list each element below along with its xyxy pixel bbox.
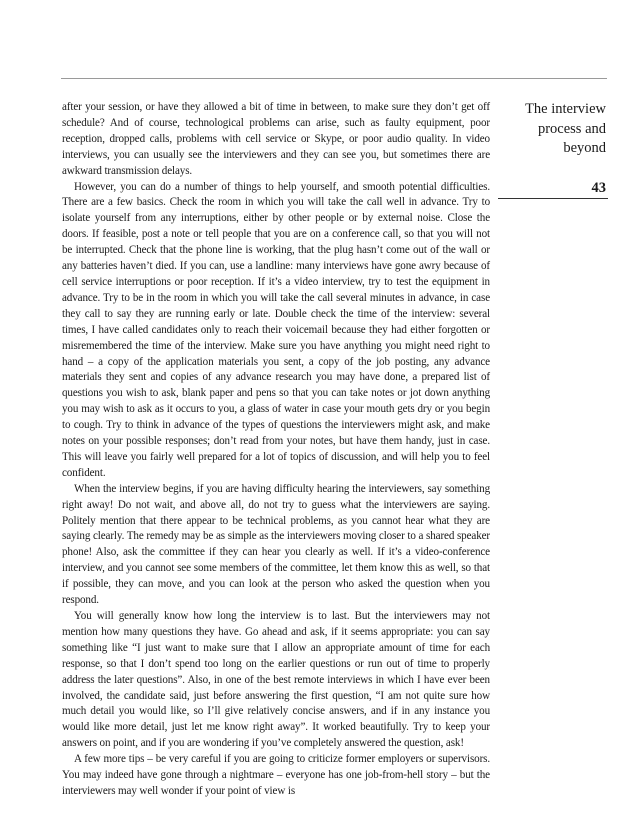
running-head-line: process and — [537, 120, 606, 137]
top-rule — [61, 78, 607, 79]
paragraph: after your session, or have they allowed a bit of time in between, to make sure they don’t get off schedule? And of course, technological problems can arise, such as faulty equipment, poor reception, dropped calls, problems with cell service or Skype, or poor audio quality. In video interviews, you can usually see the interviewers and they can see you, but sometimes there are awkward transmission delays. — [62, 101, 490, 177]
running-head-line: beyond — [563, 140, 606, 156]
paragraph: You will generally know how long the interview is to last. But the interviewers may not mention how many questions they have. Go ahead and ask, if it seems appropriate: you can say something like “I just want to make sure that I allow an appropriate amount of time for each response, so that I don’t spend too long on the earlier questions or run out of time to properly address the later questions”. Also, in one of the best remote interviews in which I have ever been involved, the candidate said, just before answering the first question, “I am not quite sure how much detail you would like, so I’ll give relatively concise answers, and if in any instance you would like more detail, just let me know right away”. It worked beautifully. Try to keep your answers on point, and if you are wondering if you’ve completely answered the question, ask! — [62, 610, 490, 750]
paragraph: However, you can do a number of things to help yourself, and smooth potential difficulties. There are a few basics. Check the room in which you will take the call well in advance. Try to isolate yourself from any interruptions, either by other people or by external noise. Close the doors. If feasible, post a note or tell people that you are on a conference call, so that you will not be interrupted. Check that the phone line is working, that the plug hasn’t come out of the wall or any batteries haven’t died. If you can, use a landline: many interviews have gone awry because of cell service interruptions or poor reception. If it’s a video interview, try to test the equipment in advance. Try to be in the room in which you will take the call several minutes in advance, in case they call to say they are running early or late. Double check the time of the interview: several times, I have called candidates only to reach their voicemail because they had either forgotten or misremembered the time of the interview. Make sure you have anything you might need right to hand – a copy of the application materials you sent, a copy of the job posting, any advance materials they sent and copies of any advance research you may have done, a prepared list of questions you wish to ask, blank paper and pens so that you can take notes or jot down anything you may wish to ask as it occurs to you, a glass of water in case your mouth gets dry or you begin to cough. Try to think in advance of the types of questions the interviewers might ask, and make notes on your possible responses; don’t read from your notes, but have them handy, just in case. This will leave you fairly well prepared for a lot of topics of discussion, and will help you to feel confident. — [62, 180, 490, 479]
paragraph: A few more tips – be very careful if you are going to criticize former employers or supervisors. You may indeed have gone through a nightmare – everyone has one job-from-hell story – but the interviewers may well wonder if your point of view is — [62, 753, 490, 797]
body-text — [62, 100, 490, 800]
page-number: 43 — [591, 180, 606, 196]
running-head-line: The interview — [525, 101, 606, 117]
paragraph: When the interview begins, if you are having difficulty hearing the interviewers, say something right away! Do not wait, and above all, do not try to guess what the interviewers are saying. Politely mention that there appear to be technical problems, as you cannot hear what they are saying clearly. The remedy may be as simple as the interviewers moving closer to a shared speaker phone! Also, ask the committee if they can hear you clearly as well. If it’s a video-conference interview, and you cannot see some members of the committee, let them know this as well, so that if possible, they can move, and you can look at the person who asked the question when you respond. — [62, 482, 490, 607]
running-head — [498, 100, 606, 159]
margin-rule — [498, 198, 608, 199]
